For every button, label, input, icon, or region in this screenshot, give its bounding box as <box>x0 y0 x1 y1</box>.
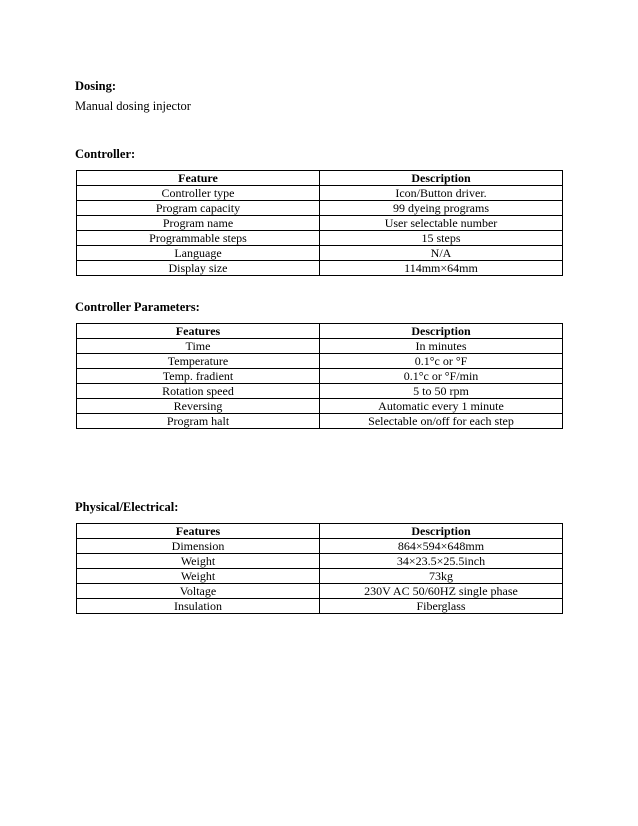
description-cell: 73kg <box>320 569 563 584</box>
description-cell: 0.1°c or °F <box>320 354 563 369</box>
table-row <box>77 216 563 231</box>
table-row <box>77 369 563 384</box>
feature-cell: Rotation speed <box>77 384 320 399</box>
controller-table <box>76 170 563 276</box>
table-row <box>77 554 563 569</box>
table-row <box>77 539 563 554</box>
table-row <box>77 201 563 216</box>
description-cell: Automatic every 1 minute <box>320 399 563 414</box>
controller-parameters-table <box>76 323 563 429</box>
description-cell: 15 steps <box>320 231 563 246</box>
table-row <box>77 231 563 246</box>
feature-cell: Program capacity <box>77 201 320 216</box>
feature-cell: Reversing <box>77 399 320 414</box>
table-header-row <box>77 524 563 539</box>
feature-cell: Programmable steps <box>77 231 320 246</box>
controller-parameters-heading: Controller Parameters: <box>75 300 200 314</box>
description-cell: 34×23.5×25.5inch <box>320 554 563 569</box>
feature-cell: Program name <box>77 216 320 231</box>
dosing-text: Manual dosing injector <box>75 99 191 113</box>
header-cell-features: Features <box>77 324 320 339</box>
description-cell: 114mm×64mm <box>320 261 563 276</box>
description-cell: 864×594×648mm <box>320 539 563 554</box>
feature-cell: Temp. fradient <box>77 369 320 384</box>
description-cell: Icon/Button driver. <box>320 186 563 201</box>
feature-cell: Program halt <box>77 414 320 429</box>
feature-cell: Voltage <box>77 584 320 599</box>
table-row <box>77 186 563 201</box>
feature-cell: Time <box>77 339 320 354</box>
feature-cell: Display size <box>77 261 320 276</box>
header-cell-description: Description <box>320 171 563 186</box>
table-header-row <box>77 171 563 186</box>
feature-cell: Weight <box>77 569 320 584</box>
table-row <box>77 339 563 354</box>
table-row <box>77 399 563 414</box>
table-row <box>77 599 563 614</box>
table-header-row <box>77 324 563 339</box>
table-row <box>77 569 563 584</box>
header-cell-feature: Feature <box>77 171 320 186</box>
header-cell-description: Description <box>320 324 563 339</box>
feature-cell: Controller type <box>77 186 320 201</box>
table-row <box>77 261 563 276</box>
description-cell: N/A <box>320 246 563 261</box>
physical-electrical-heading: Physical/Electrical: <box>75 500 179 514</box>
header-cell-features: Features <box>77 524 320 539</box>
description-cell: 5 to 50 rpm <box>320 384 563 399</box>
description-cell: 0.1°c or °F/min <box>320 369 563 384</box>
header-cell-description: Description <box>320 524 563 539</box>
description-cell: Fiberglass <box>320 599 563 614</box>
table-row <box>77 354 563 369</box>
physical-electrical-table <box>76 523 563 614</box>
feature-cell: Dimension <box>77 539 320 554</box>
description-cell: In minutes <box>320 339 563 354</box>
description-cell: 230V AC 50/60HZ single phase <box>320 584 563 599</box>
controller-heading: Controller: <box>75 147 136 161</box>
feature-cell: Insulation <box>77 599 320 614</box>
description-cell: 99 dyeing programs <box>320 201 563 216</box>
feature-cell: Language <box>77 246 320 261</box>
table-row <box>77 246 563 261</box>
table-row <box>77 384 563 399</box>
feature-cell: Weight <box>77 554 320 569</box>
description-cell: Selectable on/off for each step <box>320 414 563 429</box>
table-row <box>77 414 563 429</box>
dosing-heading: Dosing: <box>75 79 116 93</box>
table-row <box>77 584 563 599</box>
feature-cell: Temperature <box>77 354 320 369</box>
description-cell: User selectable number <box>320 216 563 231</box>
